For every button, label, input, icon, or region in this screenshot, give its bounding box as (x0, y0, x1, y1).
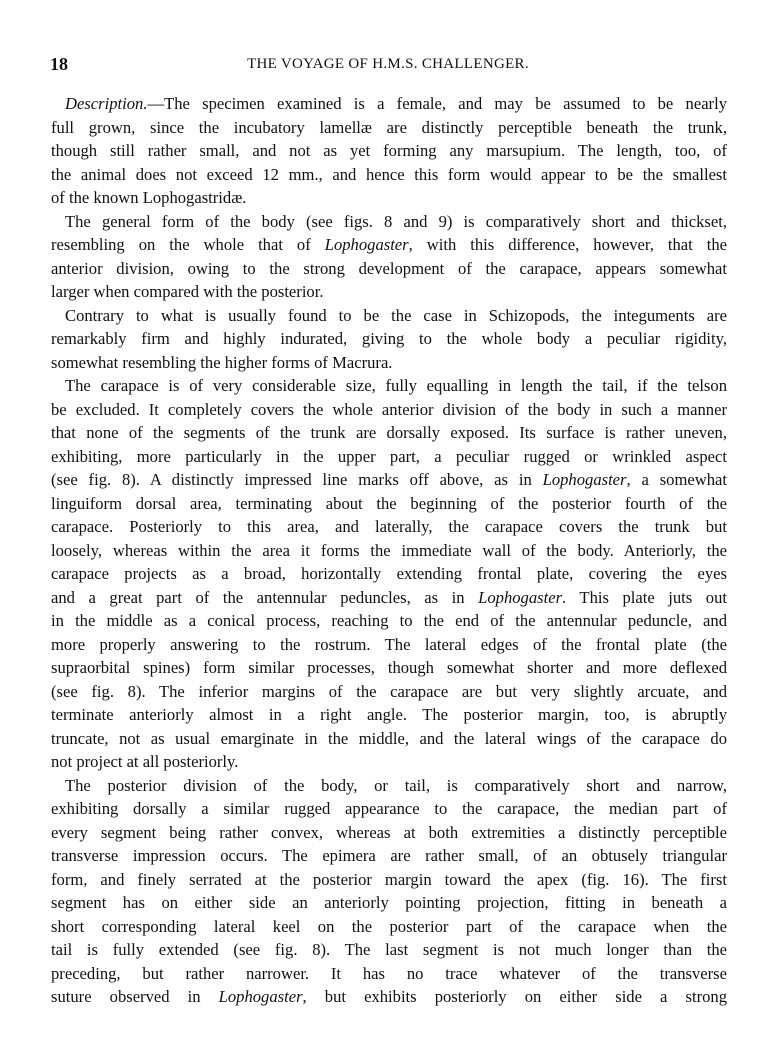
text-run: Contrary to what is usually found to be the case in Schizopods, the integuments are (65, 305, 727, 325)
text-line (51, 633, 727, 657)
text-line (51, 257, 727, 281)
text-run: , a somewhat (626, 470, 728, 489)
text-run: more properly answering to the rostrum. The lateral edges of the frontal plate (the (51, 634, 727, 654)
text-run: supraorbital spines) form similar processes, though somewhat shorter and more deflexed (51, 658, 727, 677)
text-line (51, 374, 727, 398)
text-run: the animal does not exceed 12 mm., and hence this form would appear to be the smallest (51, 164, 727, 184)
text-line (51, 868, 727, 892)
text-line (51, 656, 727, 680)
text-line (51, 938, 727, 962)
text-run: somewhat resembling the higher forms of Macrura. (51, 352, 393, 372)
text-line (51, 92, 727, 116)
text-run: (see fig. 8). The inferior margins of the carapace are but very slightly arcuate, and (51, 681, 727, 701)
body-text (51, 92, 727, 1009)
paragraph (51, 304, 727, 375)
italic-term: Lophogaster (218, 987, 303, 1006)
text-run: linguiform dorsal area, terminating about the beginning of the posterior fourth of the (51, 493, 727, 513)
text-run: in the middle as a conical process, reaching to the end of the antennular peduncle, and (51, 611, 727, 630)
running-title: THE VOYAGE OF H.M.S. CHALLENGER. (247, 56, 529, 72)
text-run: The carapace is of very considerable size, fully equalling in length the tail, if the telson (65, 376, 727, 395)
text-line (51, 492, 727, 516)
text-run: (see fig. 8). A distinctly impressed line marks off above, as in (51, 470, 543, 489)
text-run: , with this difference, however, that the (408, 235, 727, 254)
text-run: truncate, not as usual emarginate in the middle, and the lateral wings of the carapace do (51, 728, 727, 748)
text-run: transverse impression occurs. The epimera are rather small, of an obtusely triangular (51, 846, 727, 865)
text-run: carapace projects as a broad, horizontally extending frontal plate, covering the eyes (51, 564, 727, 583)
text-line (51, 915, 727, 939)
text-line (51, 116, 727, 140)
text-run: and a great part of the antennular peduncles, as in (51, 587, 479, 607)
text-run: . This plate juts out (562, 587, 727, 607)
text-line (51, 445, 727, 469)
text-run: terminate anteriorly almost in a right angle. The posterior margin, too, is abruptly (51, 705, 727, 724)
text-line (51, 398, 727, 422)
text-run: anterior division, owing to the strong development of the carapace, appears somewhat (51, 258, 727, 278)
text-line (51, 468, 727, 492)
italic-term: Lophogaster (478, 587, 563, 607)
text-line (51, 163, 727, 187)
text-line (51, 985, 727, 1009)
text-run: tail is fully extended (see fig. 8). The last segment is not much longer than the (51, 940, 727, 959)
text-line (51, 586, 727, 610)
text-line (51, 351, 727, 375)
text-line (51, 703, 727, 727)
text-run: suture observed in (51, 987, 219, 1006)
text-line (51, 680, 727, 704)
text-run: though still rather small, and not as yet forming any marsupium. The length, too, of (51, 141, 727, 160)
text-run: that none of the segments of the trunk are dorsally exposed. Its surface is rather uneven, (51, 423, 727, 442)
text-run: full grown, since the incubatory lamellæ are distinctly perceptible beneath the trunk, (51, 117, 727, 137)
text-line (51, 609, 727, 633)
page-number: 18 (50, 54, 68, 74)
text-line (51, 186, 727, 210)
text-run: exhibiting dorsally a similar rugged appearance to the carapace, the median part of (51, 799, 727, 818)
text-run: form, and finely serrated at the posterior margin toward the apex (fig. 16). The first (51, 869, 727, 889)
italic-term: Description. (65, 94, 148, 113)
text-line (51, 891, 727, 915)
paragraph (51, 210, 727, 304)
text-run: The posterior division of the body, or tail, is comparatively short and narrow, (65, 775, 727, 795)
text-line (51, 304, 727, 328)
text-run: segment has on either side an anteriorly pointing projection, fitting in beneath a (51, 893, 727, 912)
text-line (51, 774, 727, 798)
text-run: loosely, whereas within the area it forms the immediate wall of the body. Anteriorly, the (51, 540, 727, 560)
paragraph (51, 92, 727, 210)
text-line (51, 727, 727, 751)
text-run: be excluded. It completely covers the whole anterior division of the body in such a manner (51, 399, 727, 419)
text-run: of the known Lophogastridæ. (51, 188, 247, 207)
paragraph (51, 774, 727, 1009)
text-run: every segment being rather convex, whereas at both extremities a distinctly perceptible (51, 822, 727, 842)
italic-term: Lophogaster (324, 235, 409, 254)
text-line (51, 139, 727, 163)
paragraph (51, 374, 727, 774)
text-run: remarkably firm and highly indurated, giving to the whole body a peculiar rigidity, (51, 329, 727, 348)
text-run: The general form of the body (see figs. 8 and 9) is comparatively short and thickset, (65, 211, 727, 231)
text-run: larger when compared with the posterior. (51, 282, 324, 301)
text-line (51, 515, 727, 539)
text-line (51, 844, 727, 868)
text-run: carapace. Posteriorly to this area, and laterally, the carapace covers the trunk but (51, 517, 727, 536)
text-line (51, 421, 727, 445)
text-run: —The specimen examined is a female, and may be assumed to be nearly (147, 94, 727, 113)
text-line (51, 327, 727, 351)
text-line (51, 821, 727, 845)
text-run: exhibiting, more particularly in the upper part, a peculiar rugged or wrinkled aspect (51, 446, 727, 466)
text-line (51, 797, 727, 821)
text-run: not project at all posteriorly. (51, 752, 239, 771)
text-line (51, 233, 727, 257)
text-run: preceding, but rather narrower. It has no trace whatever of the transverse (51, 963, 727, 983)
text-run: resembling on the whole that of (51, 235, 325, 254)
text-line (51, 210, 727, 234)
text-run: , but exhibits posteriorly on either side a strong (302, 987, 727, 1006)
italic-term: Lophogaster (542, 470, 627, 489)
text-line (51, 280, 727, 304)
text-line (51, 750, 727, 774)
text-line (51, 562, 727, 586)
text-run: short corresponding lateral keel on the posterior part of the carapace when the (51, 916, 727, 936)
text-line (51, 962, 727, 986)
text-line (51, 539, 727, 563)
